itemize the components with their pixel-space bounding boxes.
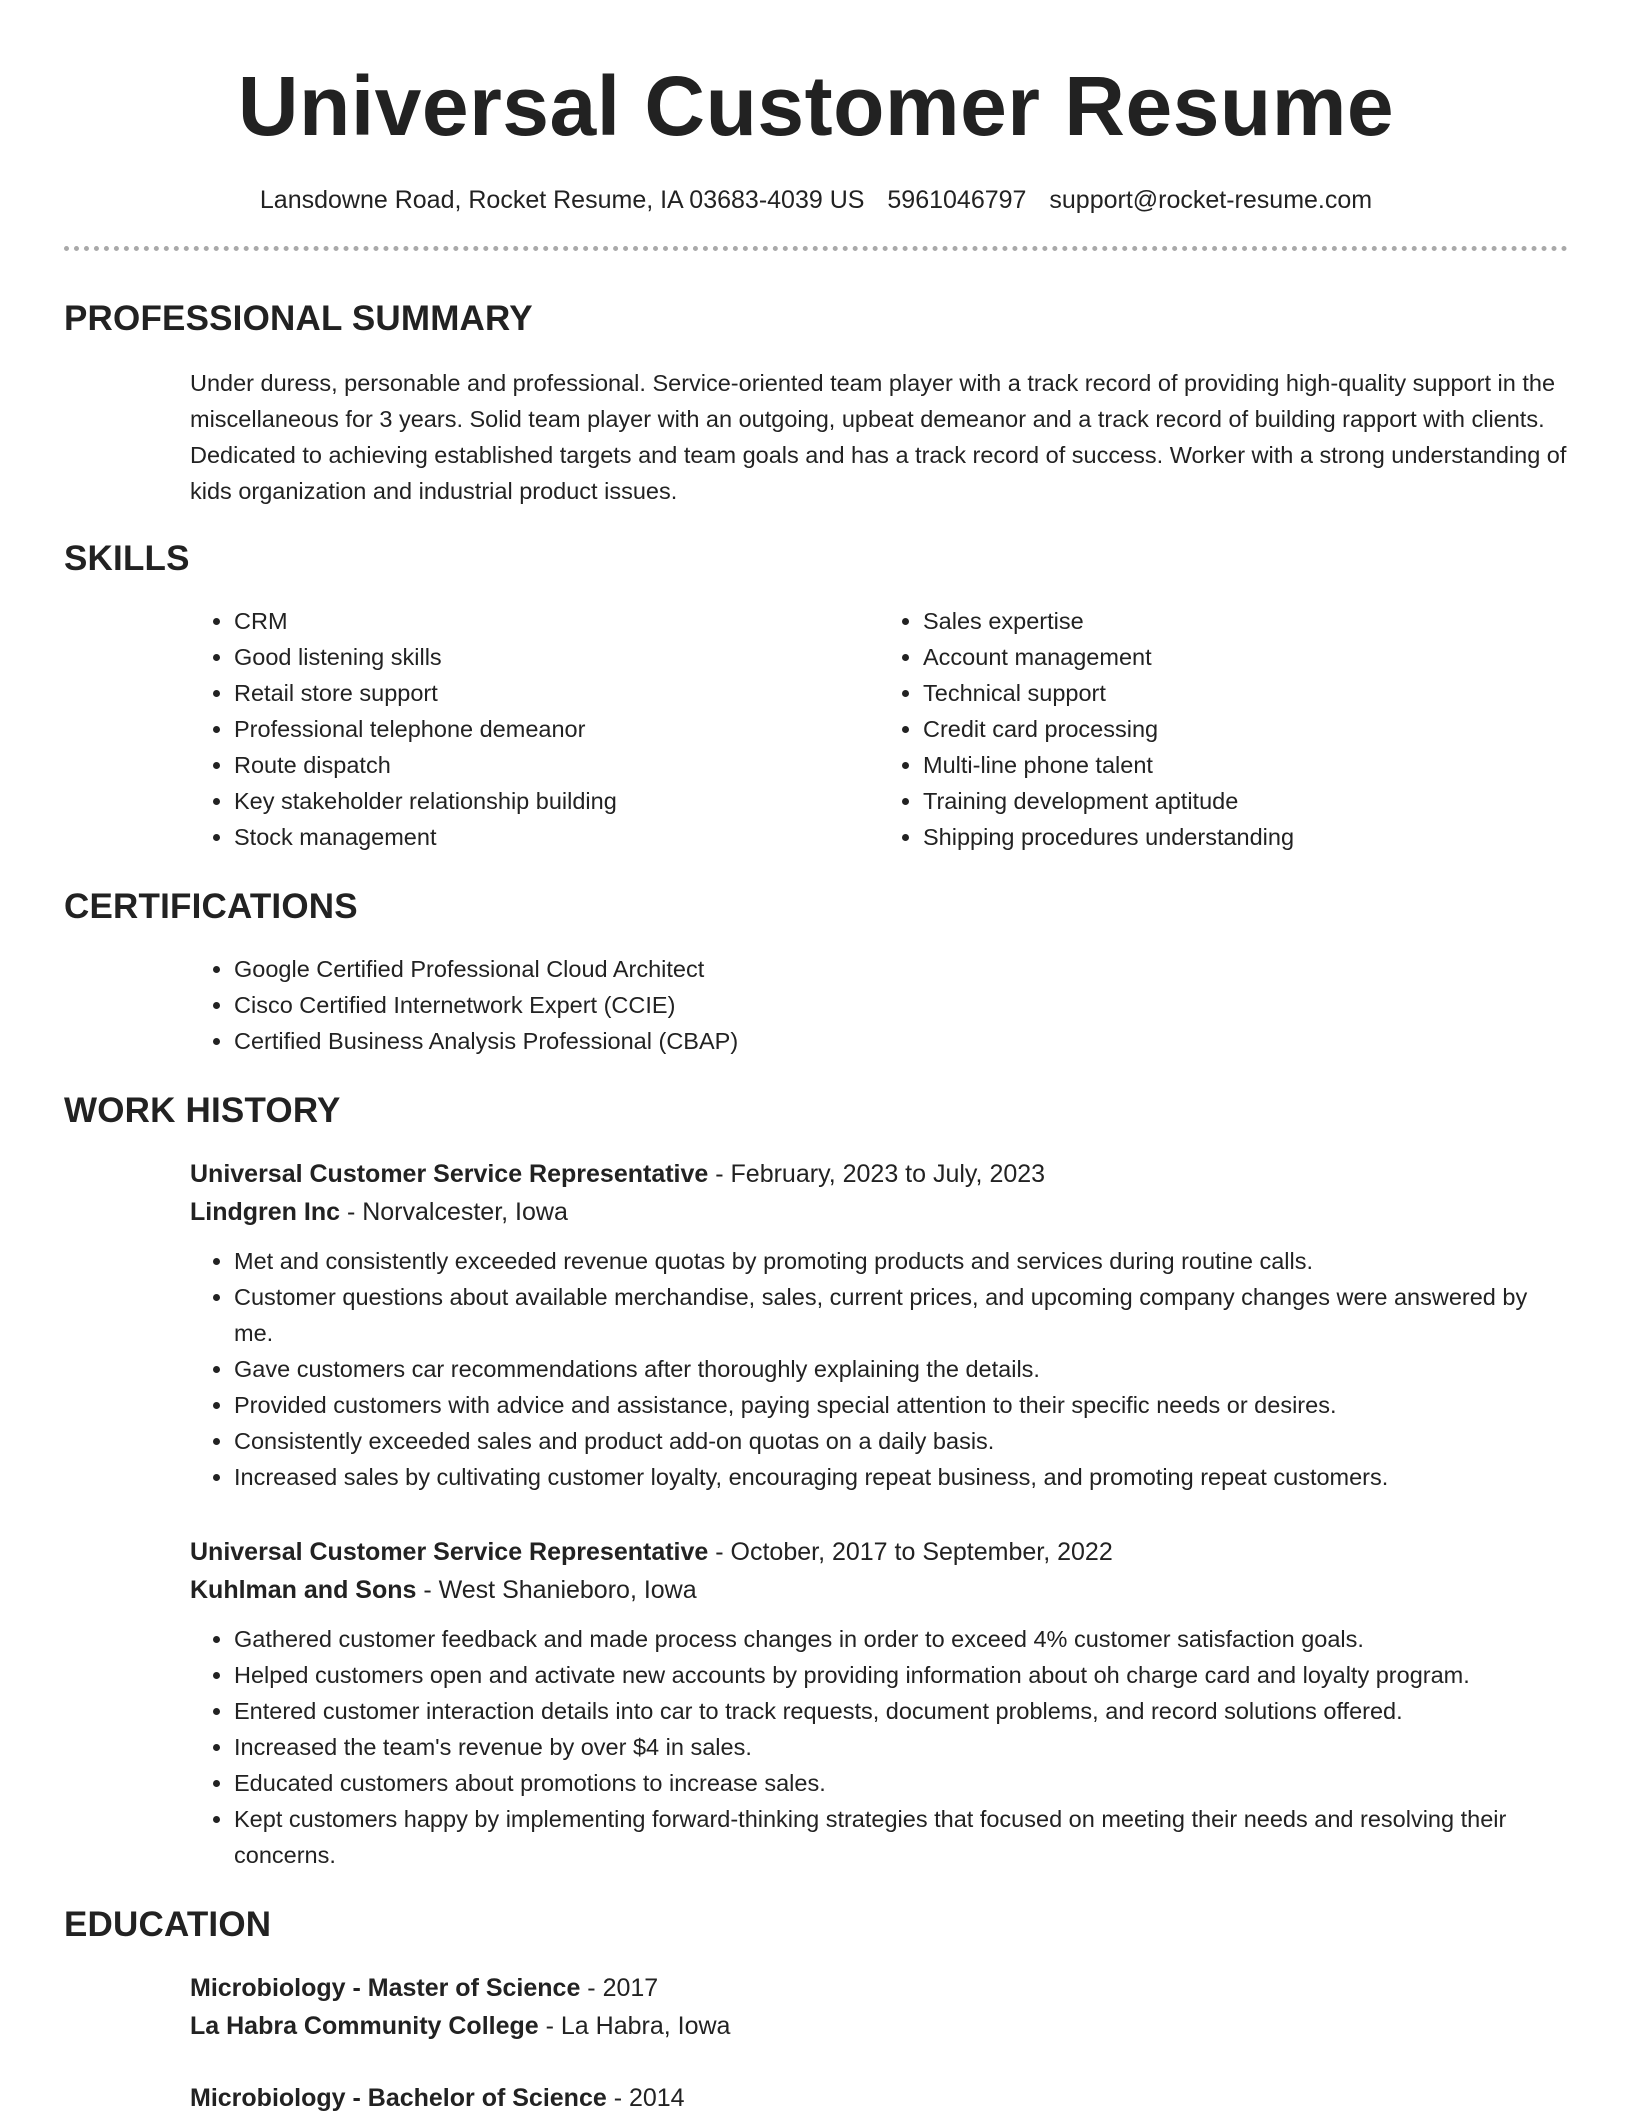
skills-section <box>64 537 1568 855</box>
certifications-list-wrap <box>190 951 1568 1059</box>
job-company: Kuhlman and Sons <box>190 1576 417 1604</box>
education-year: - 2017 <box>580 1974 659 2002</box>
resume-page <box>64 0 1568 2117</box>
education-school-line <box>190 2007 1568 2045</box>
skills-heading: SKILLS <box>64 539 190 578</box>
education-entry <box>190 1969 1568 2045</box>
job-bullets <box>190 1243 1568 1495</box>
work-history-heading: WORK HISTORY <box>64 1091 341 1130</box>
summary-text: Under duress, personable and professional. Service-oriented team player with a track record of providing high-quality support in the miscellaneous for 3 years. Solid team player with an outgoing, upbeat demeanor and a track record of building rapport with clients. Dedicated to achieving established targets and team goals and has a track record of success. Worker with a strong understanding of kids organization and industrial product issues. <box>190 370 1567 504</box>
job-title-line <box>190 1155 1568 1193</box>
job-company-line <box>190 1571 1568 1609</box>
job-dates: - October, 2017 to September, 2022 <box>708 1538 1113 1566</box>
education-year: - 2014 <box>606 2084 685 2112</box>
job-company: Lindgren Inc <box>190 1198 340 1226</box>
job-location: - Norvalcester, Iowa <box>340 1198 568 1226</box>
certification-item: • Cisco Certified Internetwork Expert (CCIE) <box>234 987 1568 1023</box>
certifications-list <box>190 951 1568 1059</box>
education-degree-line <box>190 1969 1568 2007</box>
job-bullets <box>190 1621 1568 1873</box>
skill-item: • Technical support <box>923 675 1568 711</box>
contact-address: Lansdowne Road, Rocket Resume, IA 03683-4039 US <box>259 186 865 214</box>
skill-item: • Stock management <box>234 819 879 855</box>
skill-item: • Training development aptitude <box>923 783 1568 819</box>
education-entry <box>190 2079 1568 2117</box>
education-location: - La Habra, Iowa <box>538 2012 731 2040</box>
job-entry <box>190 1533 1568 1873</box>
skill-item: • Key stakeholder relationship building <box>234 783 879 819</box>
job-bullet: • Increased sales by cultivating customer loyalty, encouraging repeat business, and promoting repeat customers. <box>234 1459 1568 1495</box>
skill-item: • CRM <box>234 603 879 639</box>
skill-item: • Shipping procedures understanding <box>923 819 1568 855</box>
job-dates: - February, 2023 to July, 2023 <box>708 1160 1046 1188</box>
skills-column-left <box>190 603 879 855</box>
contact-info <box>64 184 1568 216</box>
job-bullet: • Kept customers happy by implementing forward-thinking strategies that focused on meeting their needs and resolving their concerns. <box>234 1801 1568 1873</box>
job-bullet: • Met and consistently exceeded revenue quotas by promoting products and services during routine calls. <box>234 1243 1568 1279</box>
education-degree-line <box>190 2079 1568 2117</box>
summary-section <box>64 297 1568 509</box>
job-bullet: • Gave customers car recommendations after thoroughly explaining the details. <box>234 1351 1568 1387</box>
job-bullet: • Helped customers open and activate new accounts by providing information about oh charge card and loyalty program. <box>234 1657 1568 1693</box>
skill-item: • Account management <box>923 639 1568 675</box>
job-bullet: • Entered customer interaction details into car to track requests, document problems, and record solutions offered. <box>234 1693 1568 1729</box>
job-role: Universal Customer Service Representative <box>190 1160 709 1188</box>
skill-item: • Professional telephone demeanor <box>234 711 879 747</box>
certifications-heading: CERTIFICATIONS <box>64 887 358 926</box>
job-location: - West Shanieboro, Iowa <box>416 1576 697 1604</box>
job-bullet: • Customer questions about available merchandise, sales, current prices, and upcoming company changes were answered by me. <box>234 1279 1568 1351</box>
skill-item: • Credit card processing <box>923 711 1568 747</box>
skill-item: • Good listening skills <box>234 639 879 675</box>
certifications-section <box>64 885 1568 1059</box>
education-heading: EDUCATION <box>64 1905 272 1944</box>
education-degree: Microbiology - Master of Science <box>190 1974 581 2002</box>
skill-item: • Multi-line phone talent <box>923 747 1568 783</box>
certification-item: • Google Certified Professional Cloud Architect <box>234 951 1568 987</box>
job-bullet: • Provided customers with advice and assistance, paying special attention to their specific needs or desires. <box>234 1387 1568 1423</box>
job-bullet: • Educated customers about promotions to increase sales. <box>234 1765 1568 1801</box>
job-role: Universal Customer Service Representative <box>190 1538 709 1566</box>
contact-phone: 5961046797 <box>887 186 1027 214</box>
contact-email: support@rocket-resume.com <box>1049 186 1373 214</box>
skills-column-right <box>879 603 1568 855</box>
header-divider <box>64 246 1568 251</box>
job-bullet: • Consistently exceeded sales and product add-on quotas on a daily basis. <box>234 1423 1568 1459</box>
skill-item: • Sales expertise <box>923 603 1568 639</box>
skills-grid <box>190 603 1568 855</box>
job-company-line <box>190 1193 1568 1231</box>
education-degree: Microbiology - Bachelor of Science <box>190 2084 607 2112</box>
certification-item: • Certified Business Analysis Professional (CBAP) <box>234 1023 1568 1059</box>
job-bullet: • Gathered customer feedback and made process changes in order to exceed 4% customer satisfaction goals. <box>234 1621 1568 1657</box>
summary-heading: PROFESSIONAL SUMMARY <box>64 299 533 338</box>
candidate-name: Universal Customer Resume <box>237 59 1395 153</box>
work-history-section <box>64 1089 1568 1873</box>
education-school: La Habra Community College <box>190 2012 539 2040</box>
job-title-line <box>190 1533 1568 1571</box>
job-entry <box>190 1155 1568 1495</box>
education-section <box>64 1903 1568 2117</box>
skill-item: • Route dispatch <box>234 747 879 783</box>
skill-item: • Retail store support <box>234 675 879 711</box>
job-bullet: • Increased the team's revenue by over $4 in sales. <box>234 1729 1568 1765</box>
